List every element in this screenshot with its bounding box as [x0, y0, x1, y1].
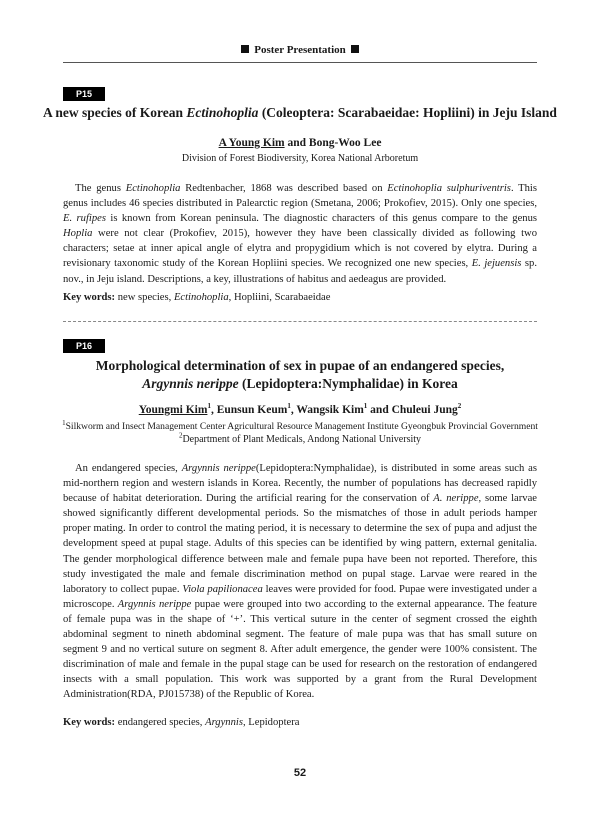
title-text: (Lepidoptera:Nymphalidae) in Korea — [238, 376, 458, 391]
keywords-label: Key words: — [63, 292, 116, 303]
affiliation-p16-2: $^2$Department of Plant Medicals, Andong National University — [178, 431, 422, 445]
header-rule — [63, 62, 537, 63]
abstract-badge-p16: P16 — [63, 339, 105, 353]
authors-p15 — [40, 137, 560, 149]
presenting-author: A Young Kim — [218, 137, 285, 149]
section-header-label: Poster Presentation — [254, 44, 346, 56]
keywords-p16: Key words: endangered species, Argynnis, Lepidoptera — [63, 717, 300, 728]
abstract-title-p15 — [40, 104, 560, 122]
author-separator: and — [284, 137, 309, 149]
affiliation-p15: Division of Forest Biodiversity, Korea National Arboretum — [181, 153, 419, 164]
affiliation-p16-1: $^1$Silkworm and Insect Management Center Agricultural Resource Management Institute Gyeongbuk Provincial Government — [62, 418, 538, 432]
author: , Wangsik Kim — [290, 404, 364, 416]
abstract-badge-p15: P15 — [63, 87, 105, 101]
title-genus: Ectinohoplia — [186, 105, 259, 120]
keywords-label: Key words: — [63, 717, 116, 728]
author: Bong-Woo Lee — [308, 137, 382, 149]
title-text: (Coleoptera: Scarabaeidae: Hopliini) in Jeju Island — [258, 105, 557, 120]
square-bullet-icon — [351, 45, 359, 53]
abstract-title-p16 — [40, 357, 560, 393]
section-header — [0, 44, 600, 56]
presenting-author: Youngmi Kim — [138, 404, 208, 416]
section-divider — [63, 321, 537, 322]
title-text: A new species of Korean — [43, 105, 187, 120]
keywords-p15: Key words: new species, Ectinohoplia, Hopliini, Scarabaeidae — [63, 292, 331, 303]
author: and Chuleui Jung — [367, 404, 458, 416]
author: , Eunsun Keum — [210, 404, 288, 416]
abstract-body-p15: The genus Ectinohoplia Redtenbacher, 1868 was described based on Ectinohoplia sulphuriventris. This genus includes 46 species distributed in Palearctic region (Smetana, 2006; Prokofiev, 2015). Only one species, E. rufipes is known from Korean peninsula. The diagnostic characters of this genus compare to the genus Hoplia were not clear (Prokofiev, 2015), however they have been classically divided as following two characters; setae at inner apical angle of elytra and propygidium which is not covered by elytra. During a revisionary taxonomic study of the Korean Hopliini species. We recognized one new species, E. jejuensis sp. nov., in Jeju island. Descriptions, a key, illustrations of habitus and aedeagus are provided. — [63, 183, 537, 285]
title-species: Argynnis nerippe — [142, 376, 239, 391]
authors-p16: Youngmi Kim$^1$, Eunsun Keum$^1$, Wangsik Kim$^1$ and Chuleui Jung$^2$ — [138, 402, 462, 416]
title-text: Morphological determination of sex in pupae of an endangered species, — [95, 358, 505, 373]
page-number: 52 — [293, 767, 307, 779]
square-bullet-icon — [241, 45, 249, 53]
abstract-body-p16: An endangered species, Argynnis nerippe(Lepidoptera:Nymphalidae), is distributed in some areas such as mid-northern region and western islands in Korea. Recently, the number of populations has decreased rapidly because of habitat deterioration. During the artificial rearing for the conservation of A. nerippe, some larvae showed significantly different developmental periods. So the mismatches of those in adult periods hamper proper mating. In order to control the mating period, it is necessary to determine the sex of pupa and adjust the development speed at pupal stage. Adults of this species can be identified by wing pattern, external genitalia. The gender morphological difference between male and female pupa have been not reported. Therefore, this study investigated the male and female discrimination method on pupal stage. Larvae were reared in the laboratory to collect pupae. Viola papilionacea leaves were provided for food. Pupae were investigated under a microscope. Argynnis nerippe pupae were grouped into two according to the external appearance. The feature of female pupa was in the shape of ‘+’. This vertical suture in the center of segment crossed the eighth abdominal segment to nineth abdominal segment. The feature of male pupa was that has small suture on segment 9 and no vertical suture on segment 8. After adult emergence, the gender were 100% consistent. The discrimination of male and female in the pupal stage can be used for research on the restoration of endangered insects with a small population. This work was supported by a grant from the Rural Development Administration(RDA, PJ015738) of the Republic of Korea. — [63, 463, 537, 701]
